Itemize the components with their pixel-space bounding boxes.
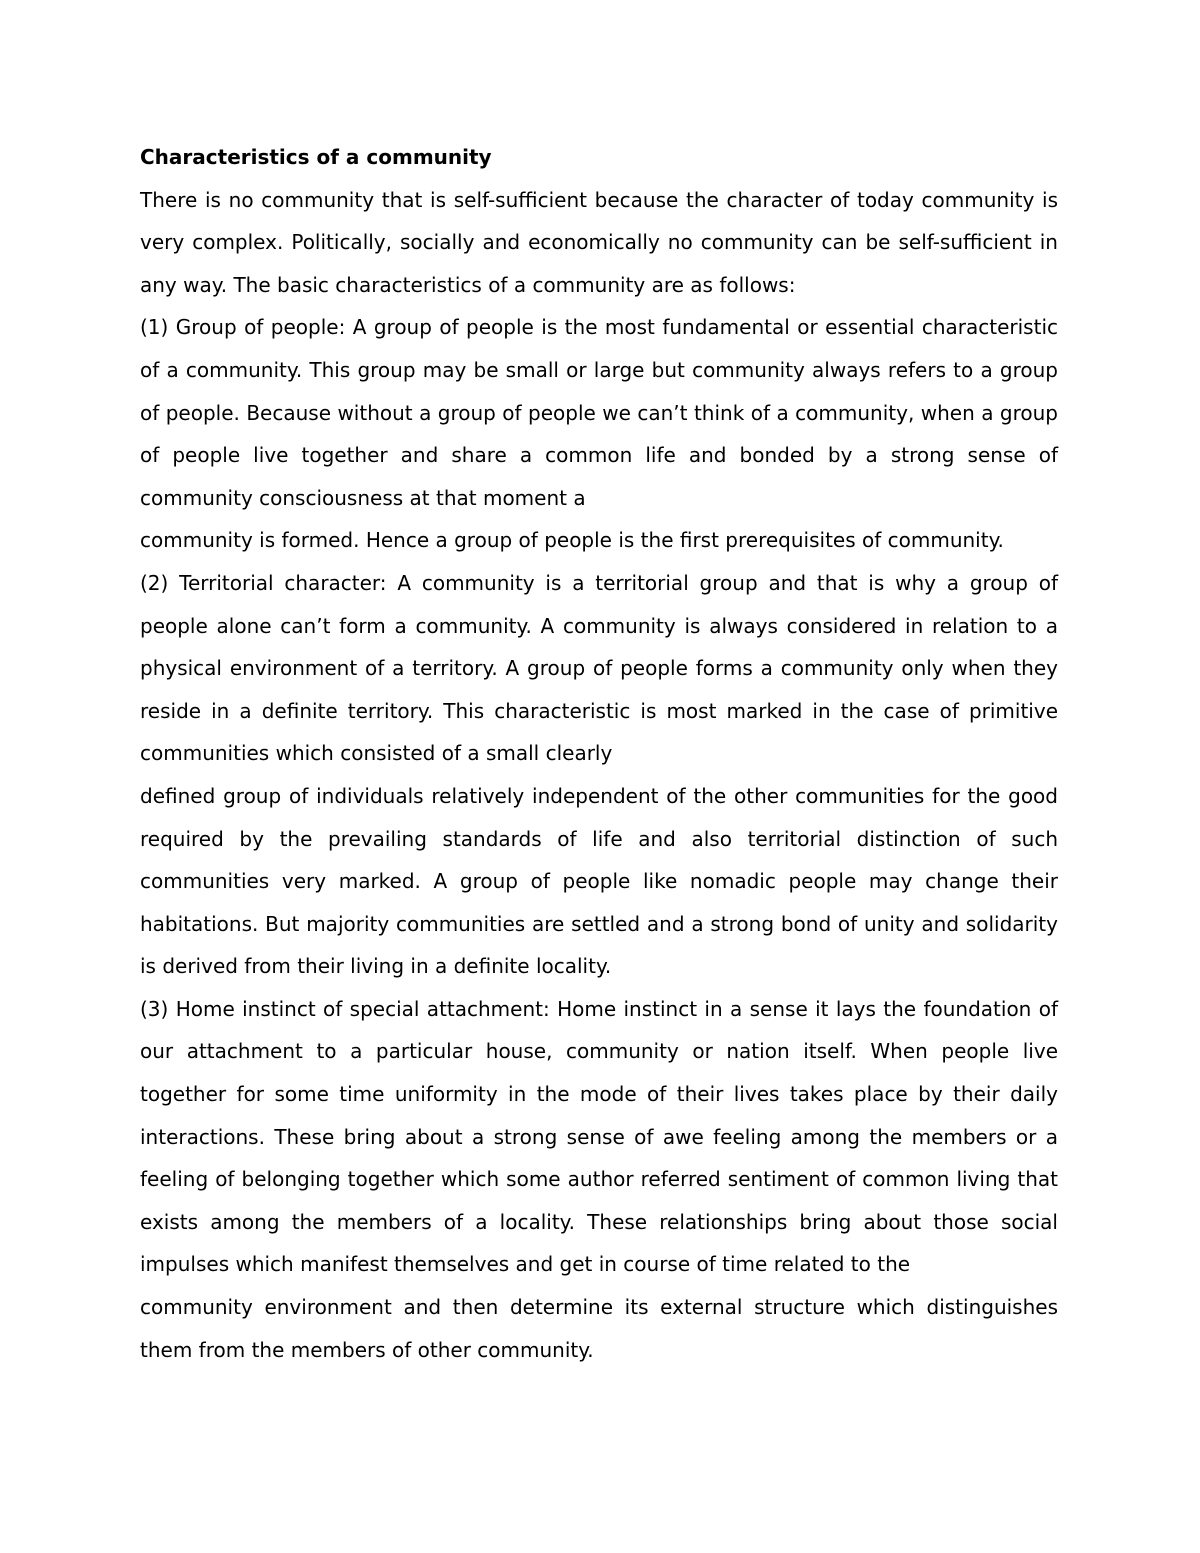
document-title: Characteristics of a community	[140, 145, 492, 169]
paragraph-group-of-people: (1) Group of people: A group of people is the most fundamental or essential characteristic of a community. This group may be small or large but community always refers to a group of people. Because without a group of people we can’t think of a community, when a group of people live together and share a common life and bonded by a strong sense of community consciousness at that moment a	[140, 315, 1058, 510]
paragraph-group-of-people-end: community is formed. Hence a group of people is the first prerequisites of community.	[140, 528, 1004, 553]
paragraph-home-instinct-cont: community environment and then determine its external structure which distinguishes them from the members of other community.	[140, 1295, 1058, 1362]
paragraph-home-instinct: (3) Home instinct of special attachment: Home instinct in a sense it lays the foundation of our attachment to a particular house, community or nation itself. When people live together for some time uniformity in the mode of their lives takes place by their daily interactions. These bring about a strong sense of awe feeling among the members or a feeling of belonging together which some author referred sentiment of common living that exists among the members of a locality. These relationships bring about those social impulses which manifest themselves and get in course of time related to the	[140, 996, 1058, 1277]
paragraph-territorial-character-cont: defined group of individuals relatively independent of the other communities for the good required by the prevailing standards of life and also territorial distinction of such communities very marked. A group of people like nomadic people may change their habitations. But majority communities are settled and a strong bond of unity and solidarity is derived from their living in a definite locality.	[140, 783, 1058, 979]
paragraph-territorial-character: (2) Territorial character: A community is a territorial group and that is why a group of people alone can’t form a community. A community is always considered in relation to a physical environment of a territory. A group of people forms a community only when they reside in a definite territory. This characteristic is most marked in the case of primitive communities which consisted of a small clearly	[140, 570, 1058, 766]
paragraph-intro: There is no community that is self-sufficient because the character of today community is very complex. Politically, socially and economically no community can be self-sufficient in any way. The basic characteristics of a community are as follows:	[140, 187, 1058, 297]
document-page	[140, 136, 1058, 1371]
